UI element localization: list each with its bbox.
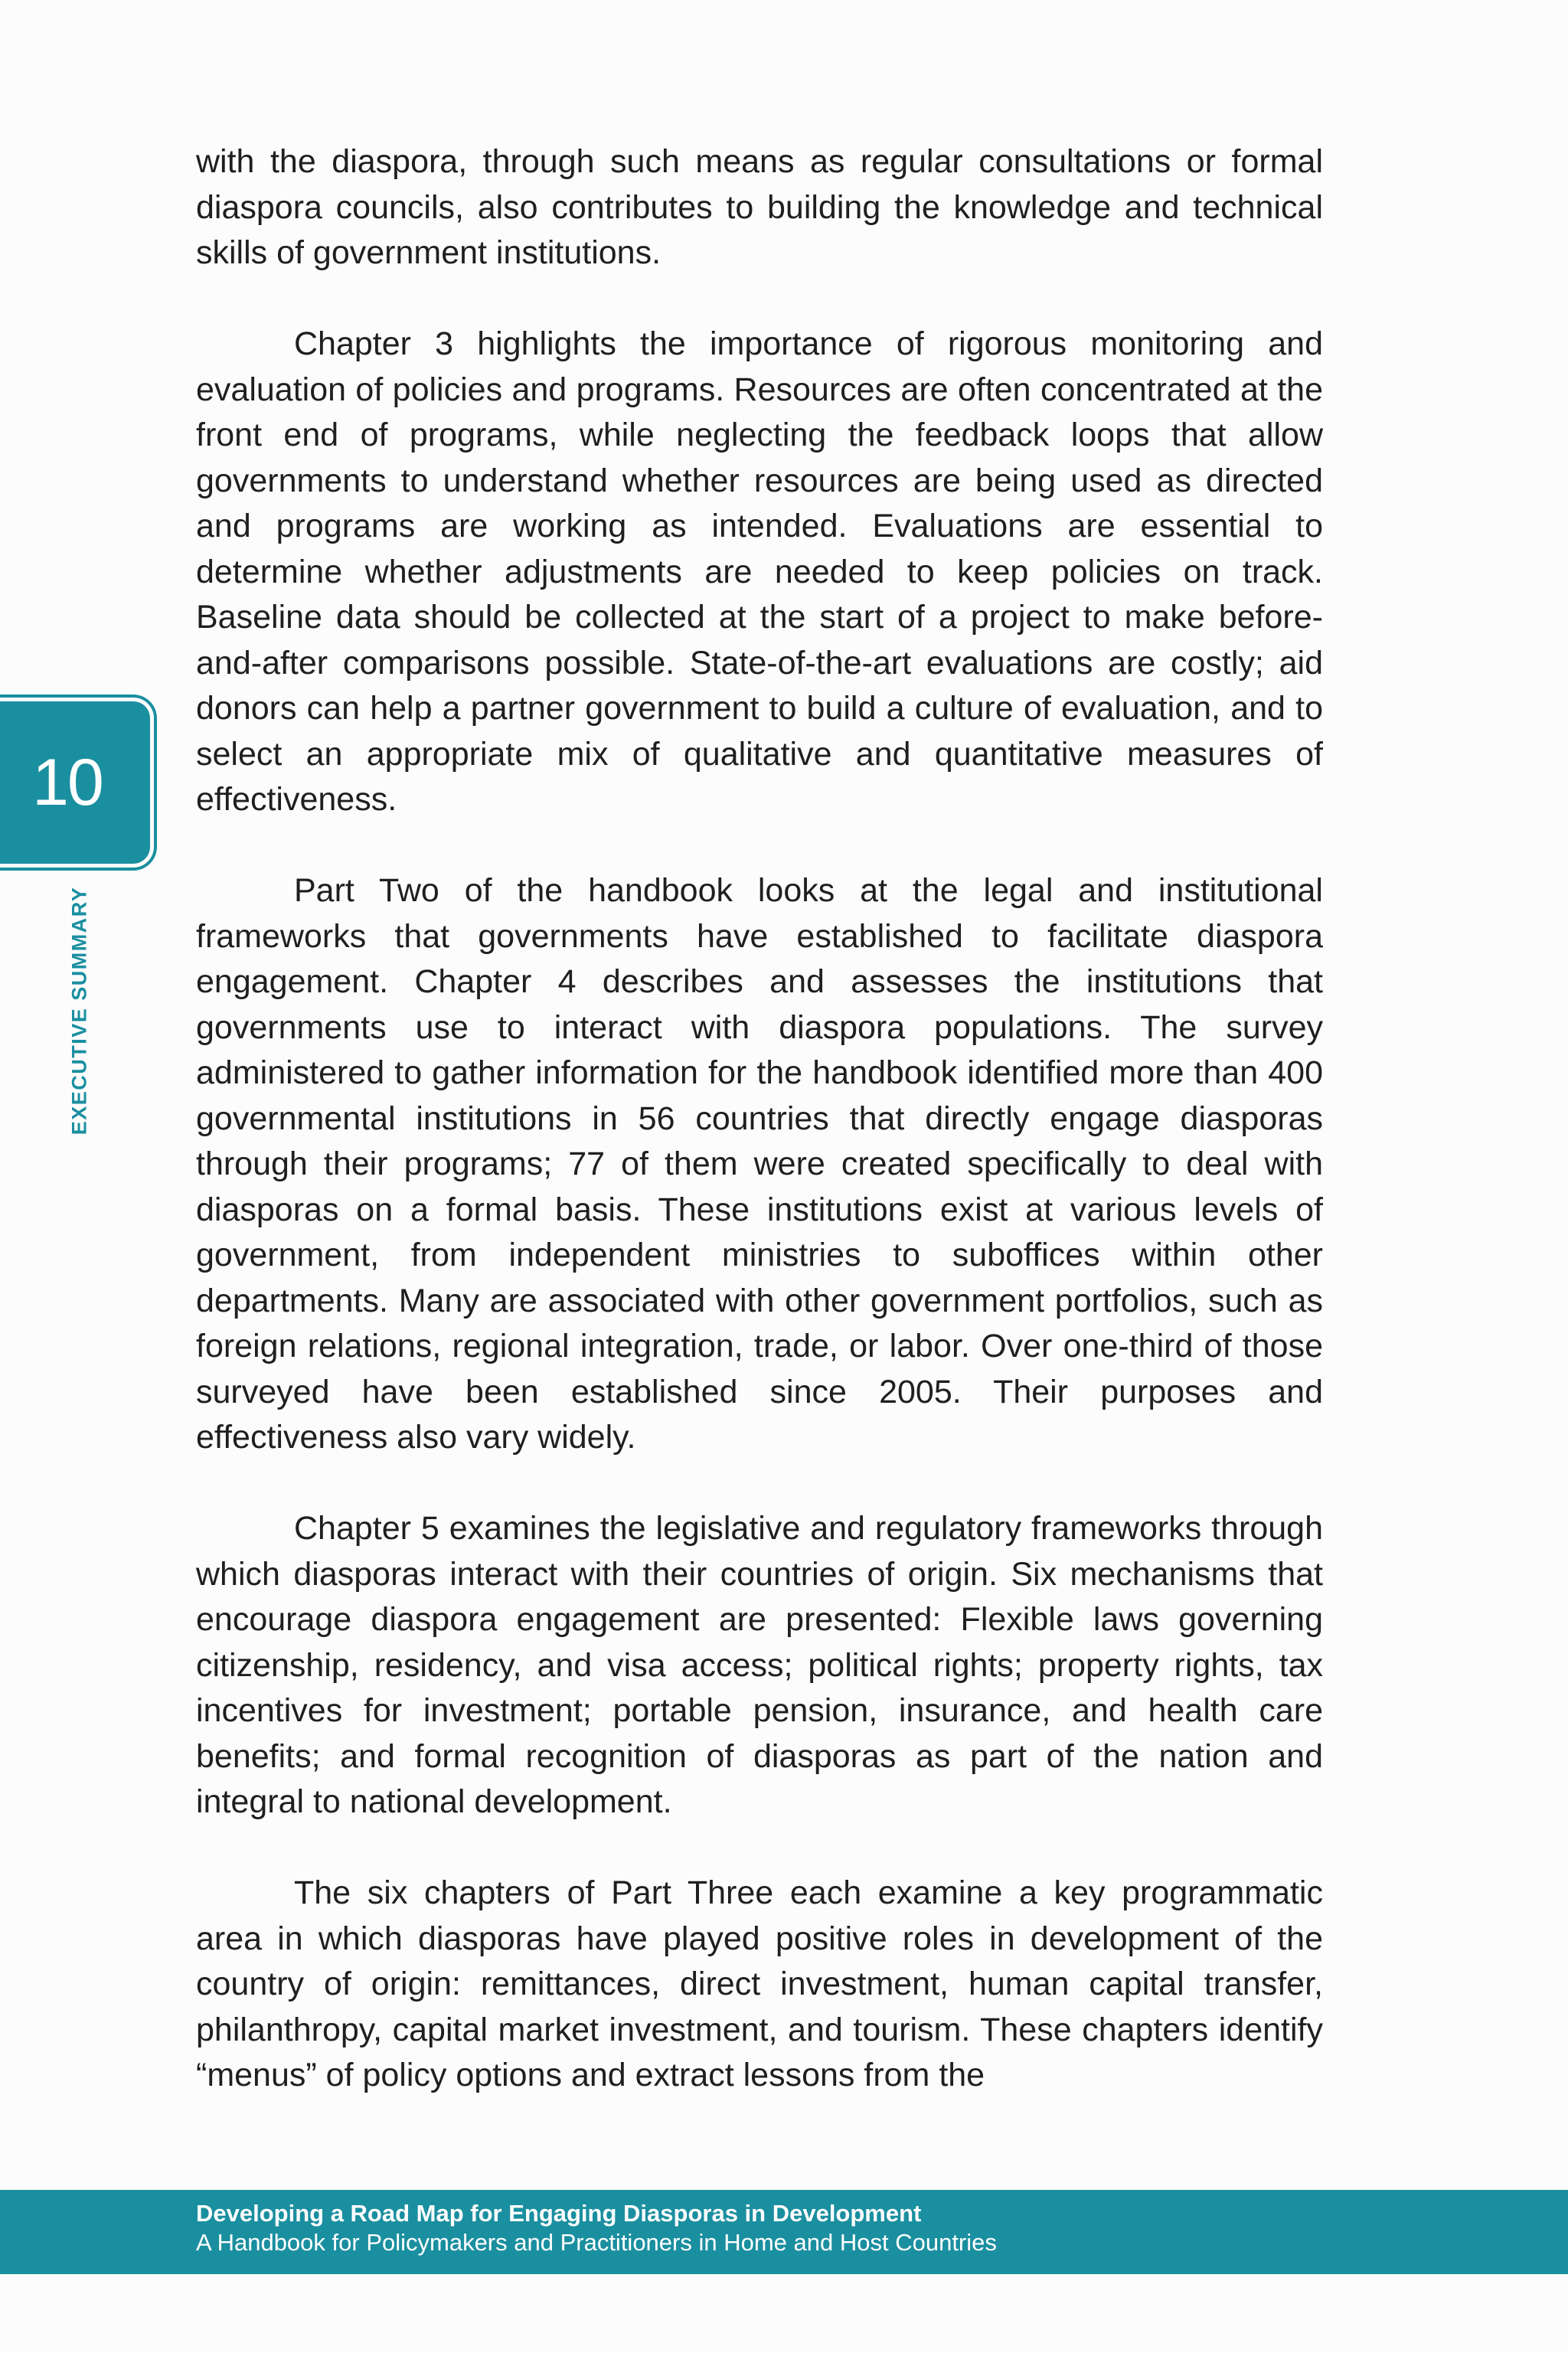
page-number-tab (0, 701, 150, 864)
paragraph-2: Chapter 3 highlights the importance of rigorous monitoring and evaluation of policies and programs. Resources are often concentrated at the front end of programs, while neglecting the feedback loops that allow governments to understand whether resources are being used as directed and programs are working as intended. Evaluations are essential to determine whether adjustments are needed to keep policies on track. Baseline data should be collected at the start of a project to make before-and-after comparisons possible. State-of-the-art evaluations are costly; aid donors can help a partner government to build a culture of evaluation, and to select an appropriate mix of qualitative and quantitative measures of effectiveness. (196, 325, 1323, 818)
paragraph-1: with the diaspora, through such means as regular consultations or formal diaspora councils, also contributes to building the knowledge and technical skills of government institutions. (196, 143, 1323, 271)
footer (0, 2190, 1568, 2274)
page-number: 10 (32, 745, 103, 819)
section-label: EXECUTIVE SUMMARY (67, 886, 91, 1136)
paragraph-4: Chapter 5 examines the legislative and regulatory frameworks through which diasporas interact with their countries of origin. Six mechanisms that encourage diaspora engagement are presented: Flexible laws governing citizenship, residency, and visa access; political rights; property rights, tax incentives for investment; portable pension, insurance, and health care benefits; and formal recognition of diasporas as part of the nation and integral to national development. (196, 1510, 1323, 1820)
paragraph-3: Part Two of the handbook looks at the legal and institutional frameworks that governments have established to facilitate diaspora engagement. Chapter 4 describes and assesses the institutions that governments use to interact with diaspora populations. The survey administered to gather information for the handbook identified more than 400 governmental institutions in 56 countries that directly engage diasporas through their programs; 77 of them were created specifically to deal with diasporas on a formal basis. These institutions exist at various levels of government, from independent ministries to suboffices within other departments. Many are associated with other government portfolios, such as foreign relations, regional integration, trade, or labor. Over one-third of those surveyed have been established since 2005. Their purposes and effectiveness also vary widely. (196, 872, 1323, 1456)
body-text (196, 139, 1323, 2144)
footer-title: Developing a Road Map for Engaging Diasporas in Development (196, 2200, 922, 2227)
footer-subtitle: A Handbook for Policymakers and Practitioners in Home and Host Countries (196, 2229, 997, 2256)
paragraph-5: The six chapters of Part Three each examine a key programmatic area in which diasporas have played positive roles in development of the country of origin: remittances, direct investment, human capital transfer, philanthropy, capital market investment, and tourism. These chapters identify “menus” of policy options and extract lessons from the (196, 1874, 1323, 2093)
